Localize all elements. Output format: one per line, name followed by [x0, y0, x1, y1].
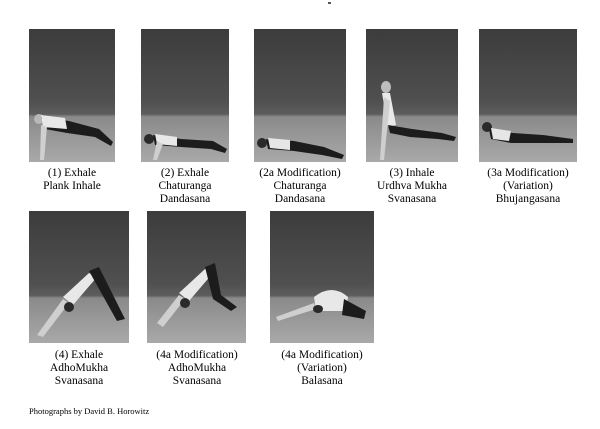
pose-photo-chaturanga: [141, 29, 229, 162]
cobra-figure: [479, 29, 577, 162]
caption-line: (2) Exhale: [160, 167, 210, 179]
caption-line: Plank Inhale: [43, 180, 101, 192]
photo-credit: Photographs by David B. Horowitz: [29, 406, 150, 416]
caption-line: (2a Modification): [259, 167, 341, 179]
caption-line: (3a Modification): [487, 167, 569, 179]
caption-line: Urdhva Mukha: [377, 180, 447, 192]
pose-photo-downward-dog: [29, 211, 129, 343]
pose-photo-plank: [29, 29, 115, 162]
pose-photo-downward-dog-mod: [147, 211, 246, 343]
caption-line: AdhoMukha: [49, 362, 109, 374]
pose-caption-2: [141, 167, 229, 206]
caption-line: Chaturanga: [158, 180, 212, 192]
pose-caption-1: [29, 167, 115, 193]
pose-caption-4: [29, 349, 129, 388]
caption-line: (4a Modification): [156, 349, 238, 361]
balasana-figure: [270, 211, 374, 343]
caption-line: Balasana: [301, 375, 343, 387]
page-mark: [328, 2, 331, 4]
plank-figure: [29, 29, 115, 162]
pose-photo-balasana: [270, 211, 374, 343]
pose-caption-3a: [479, 167, 577, 206]
caption-line: Dandasana: [274, 193, 326, 205]
downward-dog-figure: [29, 211, 129, 343]
downward-dog-mod-figure: [147, 211, 246, 343]
caption-line: (3) Inhale: [389, 167, 435, 179]
caption-line: (Variation): [297, 362, 347, 374]
chaturanga-mod-figure: [254, 29, 346, 162]
caption-line: Bhujangasana: [495, 193, 561, 205]
pose-caption-3: [366, 167, 458, 206]
caption-line: AdhoMukha: [167, 362, 227, 374]
pose-photo-cobra: [479, 29, 577, 162]
caption-line: Dandasana: [159, 193, 211, 205]
pose-caption-4a-variation: [268, 349, 376, 388]
pose-photo-chaturanga-mod: [254, 29, 346, 162]
caption-line: (1) Exhale: [47, 167, 97, 179]
pose-caption-2a: [250, 167, 350, 206]
caption-line: (Variation): [503, 180, 553, 192]
caption-line: (4a Modification): [281, 349, 363, 361]
upward-dog-figure: [366, 29, 458, 162]
caption-line: Svanasana: [54, 375, 104, 387]
chaturanga-figure: [141, 29, 229, 162]
caption-line: (4) Exhale: [54, 349, 104, 361]
pose-caption-4a: [143, 349, 251, 388]
caption-line: Svanasana: [172, 375, 222, 387]
caption-line: Chaturanga: [273, 180, 327, 192]
caption-line: Svanasana: [387, 193, 437, 205]
pose-photo-upward-dog: [366, 29, 458, 162]
